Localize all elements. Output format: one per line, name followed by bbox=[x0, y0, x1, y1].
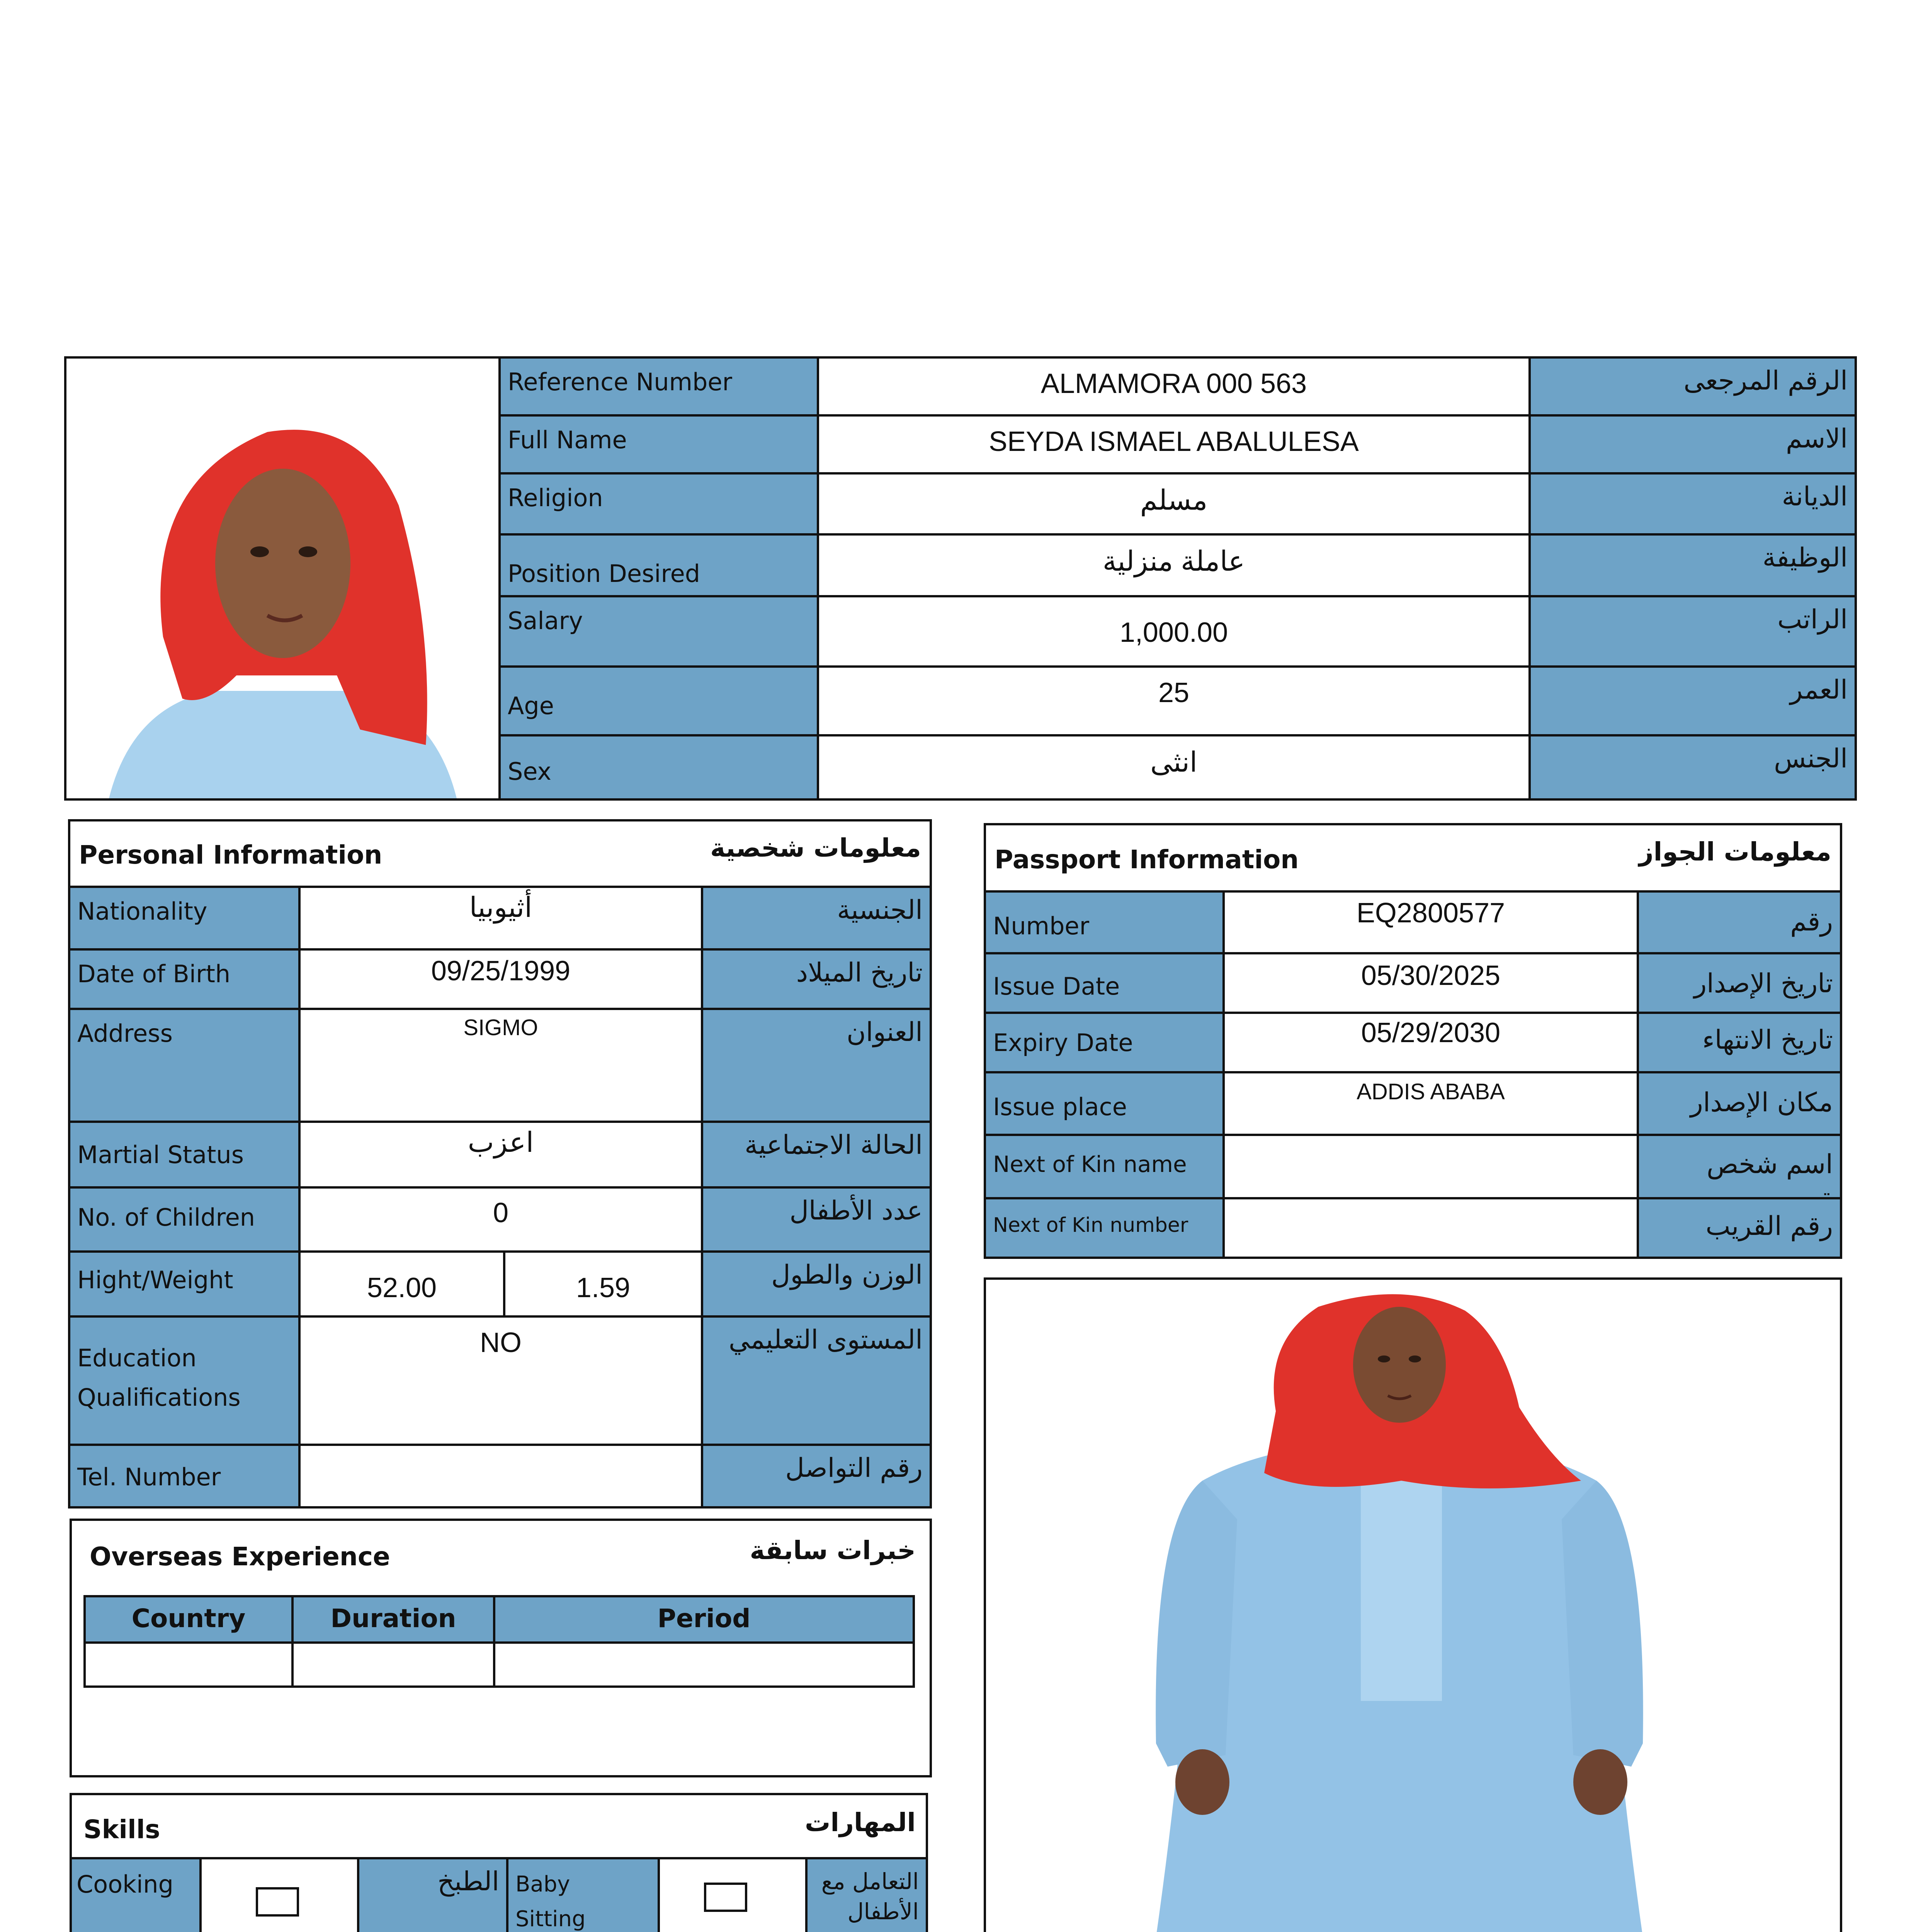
education-label-line2: Qualifications bbox=[77, 1383, 241, 1412]
headshot-photo bbox=[66, 359, 498, 798]
skill-babysitting-label bbox=[506, 1857, 660, 1932]
education-value: NO bbox=[298, 1315, 703, 1446]
skills-title-ar: المهارات bbox=[805, 1808, 916, 1837]
kin-number-label: Next of Kin number bbox=[984, 1197, 1225, 1259]
age-label-ar: العمر bbox=[1528, 665, 1857, 736]
name-label: Full Name bbox=[498, 414, 819, 474]
skill-babysitting-label-ar bbox=[805, 1857, 928, 1932]
sex-label: Sex bbox=[498, 734, 819, 801]
overseas-col-period: Period bbox=[493, 1595, 915, 1644]
kin-name-value bbox=[1222, 1134, 1639, 1199]
passport-number-label-ar: رقم bbox=[1637, 890, 1842, 954]
issue-date-value: 05/30/2025 bbox=[1222, 952, 1639, 1014]
kin-number-value bbox=[1222, 1197, 1639, 1259]
children-value: 0 bbox=[298, 1186, 703, 1253]
profile-photo-frame bbox=[64, 356, 501, 801]
address-value: SIGMO bbox=[298, 1008, 703, 1123]
skills-title: Skills bbox=[83, 1815, 160, 1844]
skill-cooking-label-ar: الطبخ bbox=[357, 1857, 508, 1932]
skill-cooking-label: Cooking bbox=[70, 1857, 202, 1932]
position-label-ar: الوظيفة bbox=[1528, 533, 1857, 597]
personal-info-header bbox=[68, 819, 932, 888]
position-label: Position Desired bbox=[498, 533, 819, 597]
salary-value: 1,000.00 bbox=[817, 595, 1531, 668]
issue-place-label: Issue place bbox=[984, 1071, 1225, 1136]
name-value: SEYDA ISMAEL ABALULESA bbox=[817, 414, 1531, 474]
expiry-date-label-ar: تاريخ الانتهاء bbox=[1637, 1012, 1842, 1073]
overseas-col-duration: Duration bbox=[291, 1595, 495, 1644]
kin-name-label: Next of Kin name bbox=[984, 1134, 1225, 1199]
skill-cooking-checkbox[interactable] bbox=[256, 1887, 299, 1917]
ref-label-ar: الرقم المرجعى bbox=[1528, 356, 1857, 417]
dob-label-ar: تاريخ الميلاد bbox=[701, 948, 932, 1010]
children-label: No. of Children bbox=[68, 1186, 301, 1253]
passport-info-title: Passport Information bbox=[995, 845, 1299, 874]
tel-label: Tel. Number bbox=[68, 1444, 301, 1509]
nationality-label: Nationality bbox=[68, 886, 301, 951]
age-value: 25 bbox=[817, 665, 1531, 736]
issue-place-value: ADDIS ABABA bbox=[1222, 1071, 1639, 1136]
passport-info-title-ar: معلومات الجواز bbox=[1639, 837, 1831, 867]
passport-info-header bbox=[984, 823, 1842, 893]
overseas-cell-period bbox=[493, 1641, 915, 1688]
skills-header bbox=[70, 1793, 928, 1859]
ref-label: Reference Number bbox=[498, 356, 819, 417]
expiry-date-value: 05/29/2030 bbox=[1222, 1012, 1639, 1073]
address-label-ar: العنوان bbox=[701, 1008, 932, 1123]
skill-babysitting-ar-line1: التعامل مع bbox=[821, 1868, 919, 1895]
marital-label-ar: الحالة الاجتماعية bbox=[701, 1121, 932, 1189]
sex-label-ar: الجنس bbox=[1528, 734, 1857, 801]
education-label-ar: المستوى التعليمي bbox=[701, 1315, 932, 1446]
tel-label-ar: رقم التواصل bbox=[701, 1444, 932, 1509]
skill-cooking-cell bbox=[199, 1857, 359, 1932]
skill-babysitting-ar-line2: الأطفال bbox=[847, 1898, 919, 1925]
height-value: 1.59 bbox=[503, 1250, 703, 1318]
address-label: Address bbox=[68, 1008, 301, 1123]
overseas-cell-duration bbox=[291, 1641, 495, 1688]
issue-date-label: Issue Date bbox=[984, 952, 1225, 1014]
skill-babysitting-line2: Sitting bbox=[515, 1906, 586, 1932]
passport-number-label: Number bbox=[984, 890, 1225, 954]
expiry-date-label: Expiry Date bbox=[984, 1012, 1225, 1073]
height-weight-label-ar: الوزن والطول bbox=[701, 1250, 932, 1318]
salary-label-ar: الراتب bbox=[1528, 595, 1857, 668]
dob-label: Date of Birth bbox=[68, 948, 301, 1010]
weight-value: 52.00 bbox=[298, 1250, 505, 1318]
personal-info-title-ar: معلومات شخصية bbox=[710, 833, 921, 863]
issue-date-label-ar: تاريخ الإصدار bbox=[1637, 952, 1842, 1014]
nationality-value: أثيوبيا bbox=[298, 886, 703, 951]
overseas-col-country: Country bbox=[83, 1595, 294, 1644]
children-label-ar: عدد الأطفال bbox=[701, 1186, 932, 1253]
education-label bbox=[68, 1315, 301, 1446]
education-label-line1: Education bbox=[77, 1344, 197, 1372]
personal-info-title: Personal Information bbox=[79, 840, 383, 870]
sex-value: انثى bbox=[817, 734, 1531, 801]
dob-value: 09/25/1999 bbox=[298, 948, 703, 1010]
kin-number-label-ar: رقم القريب bbox=[1637, 1197, 1842, 1259]
skill-babysitting-checkbox[interactable] bbox=[704, 1883, 747, 1912]
salary-label: Salary bbox=[498, 595, 819, 668]
full-body-photo-frame bbox=[984, 1277, 1842, 1932]
overseas-title-ar: خبرات سابقة bbox=[750, 1536, 916, 1565]
height-weight-label: Hight/Weight bbox=[68, 1250, 301, 1318]
overseas-cell-country bbox=[83, 1641, 294, 1688]
passport-number-value: EQ2800577 bbox=[1222, 890, 1639, 954]
full-body-photo bbox=[986, 1280, 1840, 1932]
tel-value bbox=[298, 1444, 703, 1509]
marital-label: Martial Status bbox=[68, 1121, 301, 1189]
issue-place-label-ar: مكان الإصدار bbox=[1637, 1071, 1842, 1136]
kin-name-label-ar: اسم شخص bbox=[1637, 1134, 1842, 1199]
position-value: عاملة منزلية bbox=[817, 533, 1531, 597]
skill-babysitting-line1: Baby bbox=[515, 1872, 570, 1897]
marital-value: اعزب bbox=[298, 1121, 703, 1189]
religion-label: Religion bbox=[498, 472, 819, 536]
nationality-label-ar: الجنسية bbox=[701, 886, 932, 951]
name-label-ar: الاسم bbox=[1528, 414, 1857, 474]
religion-label-ar: الديانة bbox=[1528, 472, 1857, 536]
skill-babysitting-cell bbox=[658, 1857, 808, 1932]
ref-value: ALMAMORA 000 563 bbox=[817, 356, 1531, 417]
religion-value: مسلم bbox=[817, 472, 1531, 536]
age-label: Age bbox=[498, 665, 819, 736]
overseas-title: Overseas Experience bbox=[90, 1542, 390, 1571]
